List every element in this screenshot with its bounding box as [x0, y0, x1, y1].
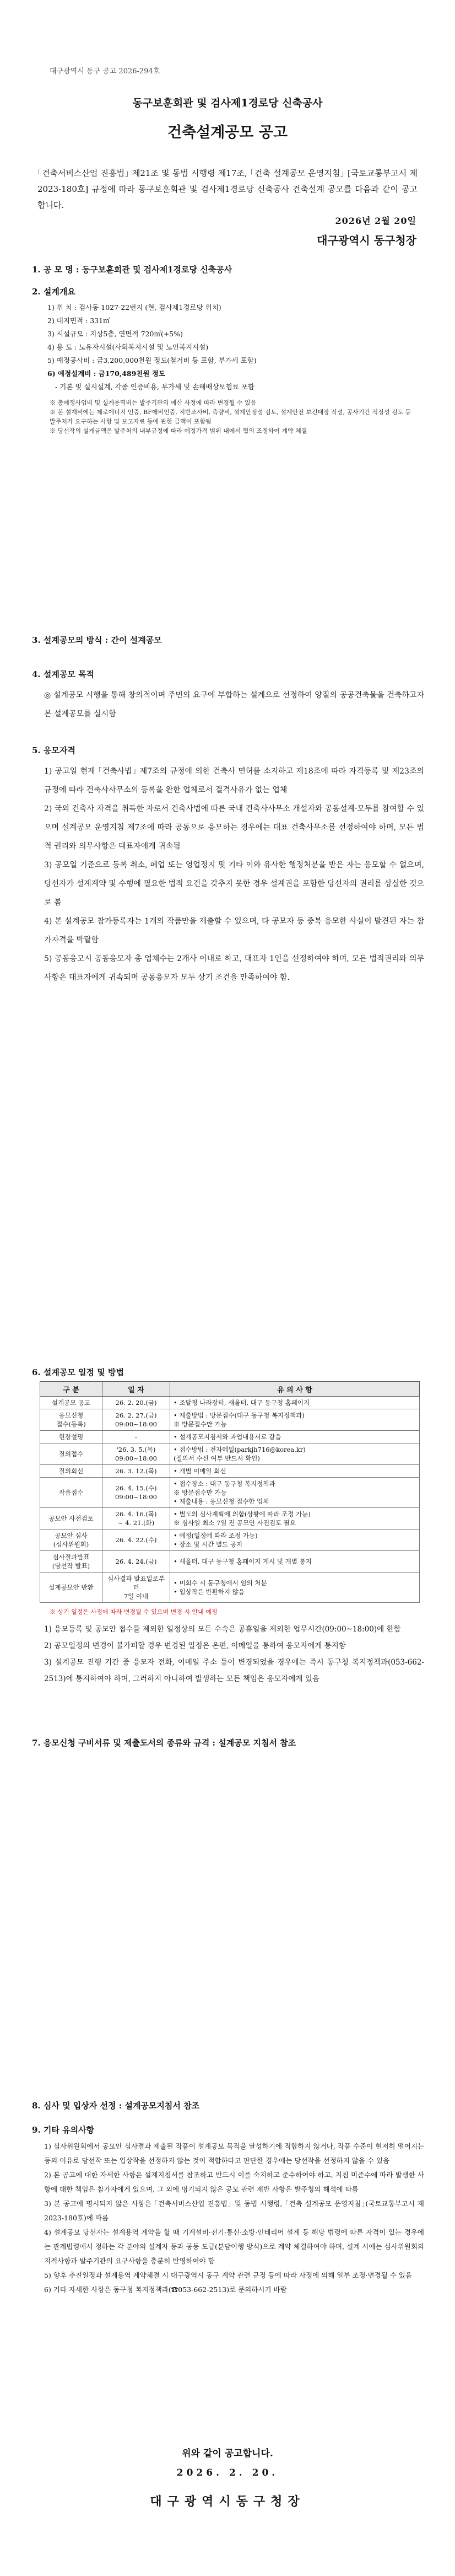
section5-heading: 5. 응모자격	[32, 745, 75, 755]
table-cell: • 제출방법 : 방문접수(대구 동구청 복지정책과) ※ 방문접수만 가능	[170, 1409, 420, 1431]
table-cell: 26. 4. 22.(수)	[102, 1530, 170, 1551]
closing-statement: 위와 같이 공고합니다.	[182, 2448, 273, 2459]
qualification-item: 1) 공고일 현재 ｢건축사법｣ 제7조의 규정에 의한 건축사 면허를 소지하고 제18조에 따라 자격등록 및 제23조의 규정에 따라 건축사사무소의 등록을 완한 업체로서 결격사유가 없는 업체	[44, 767, 424, 795]
section2-heading: 2. 설계개요	[32, 287, 75, 297]
design-overview-list	[47, 301, 422, 394]
section1-heading: 1. 공 모 명 : 동구보훈회관 및 검사제1경로당 신축공사	[32, 265, 232, 275]
schedule-table	[40, 1381, 420, 1603]
table-row	[40, 1443, 420, 1465]
overview-item: 4) 용 도 : 노유자시설(사회복지시설 및 노인복지시설)	[47, 343, 209, 351]
table-row	[40, 1409, 420, 1431]
table-cell: 설계공모안 반환	[40, 1573, 102, 1603]
table-row	[40, 1431, 420, 1443]
table-cell: 질의회신	[40, 1465, 102, 1478]
notice-item: 6) 기타 자세한 사항은 동구청 복지정책과(☎053-662-2513)로 문의하시기 바람	[44, 2285, 287, 2294]
doc-number: 대구광역시 동구 공고 2026-294호	[50, 67, 160, 76]
table-cell: 심사결과발표 (당선작 발표)	[40, 1551, 102, 1573]
notice-item: 4) 설계공모 당선자는 설계용역 계약을 할 때 기계설비·전기·통신·소방·인테리어 설계 등 해당 법령에 따른 자격이 있는 경우에는 관계법령에서 정하는 각 분야의 설계자 등과 공동 도급(분담이행 방식)으로 계약 체결하여야 하며, 설계 시에는 심사위원회의 지적사항과 발주기관의 요구사항을 충분히 반영하여야 함	[44, 2228, 424, 2265]
table-cell: 현장설명	[40, 1431, 102, 1443]
qualification-item: 5) 공동응모시 공동응모자 총 업체수는 2개사 이내로 하고, 대표자 1인을 선정하여야 하며, 모든 법적권리와 의무사항은 대표자에게 귀속되며 공동응모자 모두 상기 조건을 만족하여야 함.	[44, 954, 424, 982]
overview-item: 1) 위 치 : 검사동 1027-22번지 (현, 검사제1경로당 위치)	[47, 303, 221, 312]
section3-heading: 3. 설계공모의 방식 : 간이 설계공모	[32, 635, 162, 645]
table-header: 구 분	[40, 1382, 102, 1397]
notice-item: 2) 본 공고에 대한 자세한 사항은 설계지침서를 참조하고 반드시 이를 숙지하고 준수하여야 하고, 지침 미준수에 따라 발생한 사항에 대한 책임은 참가자에게 있으며, 그 외에 명기되지 않은 공모 관련 제반 사항은 발주청의 해석에 따름	[44, 2171, 424, 2193]
notice-item: 3) 본 공고에 명시되지 않은 사항은 ｢건축서비스산업 진흥법｣ 및 동법 시행령, ｢건축 설계공모 운영지침｣(국토교통부고시 제2023-180호)에 따름	[44, 2199, 424, 2222]
qualification-item: 4) 본 설계공모 참가등록자는 1개의 작품만을 제출할 수 있으며, 타 공모자 등 중복 응모한 사실이 발견된 자는 참가자격을 박탈함	[44, 917, 424, 944]
table-cell: 26. 2. 27.(금) 09:00~18:00	[102, 1409, 170, 1431]
announce-date: 2026년 2월 20일	[335, 216, 416, 226]
overview-item: 2) 대지면적 : 331㎡	[47, 316, 110, 325]
notice-list	[44, 2139, 424, 2297]
table-cell: '26. 3. 5.(목) 09:00~18:00	[102, 1443, 170, 1465]
overview-notes	[50, 398, 419, 436]
table-row	[40, 1465, 420, 1478]
table-cell: 26. 2. 20.(금)	[102, 1397, 170, 1409]
schedule-note: 3) 설계공모 진행 기간 중 응모자 전화, 이메일 주소 등이 변경되었을 경우에는 즉시 동구청 복지정책과(053-662-2513)에 통지하여야 하며, 그러하지 아니하여 발생하는 모든 책임은 응모자에게 있음	[44, 1658, 424, 1683]
schedule-notes	[44, 1621, 424, 1687]
table-cell: • 예정(일정에 따라 조정 가능) • 장소 및 시간 별도 공지	[170, 1530, 420, 1551]
table-cell: • 개별 이메일 회신	[170, 1465, 420, 1478]
overview-item: 5) 예정공사비 : 금3,200,000천원 정도(철거비 등 포함, 부가세 포함)	[47, 356, 257, 364]
qualification-item: 3) 공모일 기준으로 등록 취소, 폐업 또는 영업정지 및 기타 이와 유사한 행정처분을 받은 자는 응모할 수 없으며, 당선자가 설계계약 및 수행에 필요한 법적 요건을 갖추지 못한 경우 설계권을 포함한 당선자의 권리를 상실한 것으로 봄	[44, 861, 424, 907]
qualification-item: 2) 국외 건축사 자격을 취득한 자로서 건축사법에 따른 국내 건축사사무소 개설자와 공동설계·모두를 참여할 수 있으며 설계공모 운영지침 제7조에 따라 공동으로 응모하는 경우에는 대표 건축사무소를 선정하여야 하며, 모든 법적 권리와 의무사항은 대표자에게 귀속됨	[44, 804, 424, 851]
issuer-name: 대구광역시 동구청장	[317, 234, 416, 247]
table-header-row	[40, 1382, 420, 1397]
section9-heading: 9. 기타 유의사항	[32, 2125, 95, 2135]
overview-item: 3) 시설규모 : 지상5층, 연면적 720㎡(+5%)	[47, 330, 183, 338]
table-header: 유 의 사 항	[170, 1382, 420, 1397]
closing-issuer: 대구광역시동구청장	[150, 2494, 305, 2509]
intro-paragraph: ｢건축서비스산업 진흥법｣ 제21조 및 동법 시행령 제17조, ｢건축 설계공모 운영지침｣ [국토교통부고시 제2023-180호] 규정에 따라 동구보훈회관 및 검사제1경로당 신축공사 건축설계 공모를 다음과 같이 공고합니다.	[37, 168, 418, 210]
overview-item: - 기본 및 실시설계, 각종 인증비용, 부가세 및 손해배상보험료 포함	[55, 383, 254, 391]
table-cell: 26. 4. 15.(수) 09:00~18:00	[102, 1478, 170, 1508]
table-cell: 설계공모 공고	[40, 1397, 102, 1409]
table-cell: -	[102, 1431, 170, 1443]
table-cell: 공모안 사전검토	[40, 1508, 102, 1530]
table-cell: • 접수장소 : 대구 동구청 복지정책과 ※ 방문접수만 가능 • 제출내용 : 응모신청 접수한 업체	[170, 1478, 420, 1508]
table-row	[40, 1478, 420, 1508]
page-title: 건축설계공모 공고	[167, 124, 288, 141]
table-cell: 응모신청 접수(등록)	[40, 1409, 102, 1431]
overview-item: 6) 예정설계비 : 금170,489천원 정도	[47, 369, 165, 378]
table-cell: 26. 3. 12.(목)	[102, 1465, 170, 1478]
section6-heading: 6. 설계공모 일정 및 방법	[32, 1367, 124, 1377]
table-row	[40, 1397, 420, 1409]
table-cell: • 미회수 시 동구청에서 임의 처분 • 입상작은 반환하지 않음	[170, 1573, 420, 1603]
note: ※ 총예정사업비 및 설계용역비는 발주기관의 예산 사정에 따라 변경될 수 있음	[50, 399, 257, 406]
table-cell: • 새올터, 대구 동구청 홈페이지 게시 및 개별 통지	[170, 1551, 420, 1573]
note: ※ 본 설계비에는 제로에너지 인증, BF에비인증, 지반조사비, 측량비, 설계안정성 검토, 설계안전 보건대장 작성, 공사기간 적정성 검토 등 발주처가 요구하는 사항 및 보고자료 등에 관한 금액이 포함됨	[50, 409, 411, 425]
section4-heading: 4. 설계공모 목적	[32, 669, 95, 679]
table-header: 일 자	[102, 1382, 170, 1397]
section7-heading: 7. 응모신청 구비서류 및 제출도서의 종류와 규격 : 설계공모 지침서 참조	[32, 1738, 296, 1748]
schedule-note: 1) 응모등록 및 공모안 접수를 제외한 일정상의 모든 수속은 공휴일을 제외한 업무시간(09:00~18:00)에 한함	[44, 1625, 401, 1634]
table-cell: 공모안 심사 (심사위원회)	[40, 1530, 102, 1551]
section4-text: ◎ 설계공모 시행을 통해 창의적이며 주민의 요구에 부합하는 설계으로 선정하여 양질의 공공건축물을 건축하고자 본 설계공모를 실시함	[44, 691, 424, 718]
notice-item: 5) 향후 추진일정과 설계용역 계약체결 시 대구광역시 동구 계약 관련 규정 등에 따라 사정에 의해 일부 조정·변경될 수 있음	[44, 2271, 412, 2279]
table-cell: 26. 4. 16.(목) ~ 4. 21.(화)	[102, 1508, 170, 1530]
title-line1: 동구보훈회관 및 검사제1경로당 신축공사	[132, 97, 323, 109]
qualification-list	[44, 762, 424, 987]
table-cell: 작품접수	[40, 1478, 102, 1508]
table-row	[40, 1573, 420, 1603]
closing-date: 2026. 2. 20.	[176, 2467, 279, 2478]
section8-heading: 8. 심사 및 입상자 선정 : 설계공모지침서 참조	[32, 2101, 200, 2111]
table-cell: • 조달청 나라장터, 새올터, 대구 동구청 홈페이지	[170, 1397, 420, 1409]
table-cell: 질의접수	[40, 1443, 102, 1465]
table-cell: • 접수방법 : 전자메일(parkjh716@korea.kr) (질의서 수신 여부 반드시 확인)	[170, 1443, 420, 1465]
table-cell: • 설계공모지침서와 과업내용서로 갈음	[170, 1431, 420, 1443]
notice-item: 1) 심사위원회에서 공모안 심사결과 제출된 작품이 설계공모 목적을 달성하기에 적합하지 않거나, 작품 수준이 현저히 떨어지는 등의 이유로 당선작 또는 입상작을 선정하지 않는 것이 적합하다고 판단한 경우에는 당선작을 선정하지 않을 수 있음	[44, 2142, 424, 2165]
table-row	[40, 1530, 420, 1551]
table-row	[40, 1551, 420, 1573]
table-row	[40, 1508, 420, 1530]
schedule-table-body	[40, 1397, 420, 1603]
table-note: ※ 상기 일정은 사정에 따라 변경될 수 있으며 변경 시 안내 예정	[50, 1608, 218, 1616]
table-cell: 26. 4. 24.(금)	[102, 1551, 170, 1573]
schedule-note: 2) 공모일정의 변경이 불가피할 경우 변경된 일정은 온편, 이메일을 통하여 응모자에게 통지함	[44, 1641, 346, 1650]
table-cell: 심사결과 발표일로부터 7일 이내	[102, 1573, 170, 1603]
note: ※ 당선작의 설계금액은 발주처의 내부규정에 따라 예정가격 범위 내에서 협의 조정하여 계약 체결	[50, 427, 307, 434]
table-cell: • 별도의 심사계획에 의함(상황에 따라 조정 가능) ※ 심사일 최소 7일 전 공모안 사전검토 필요	[170, 1508, 420, 1530]
